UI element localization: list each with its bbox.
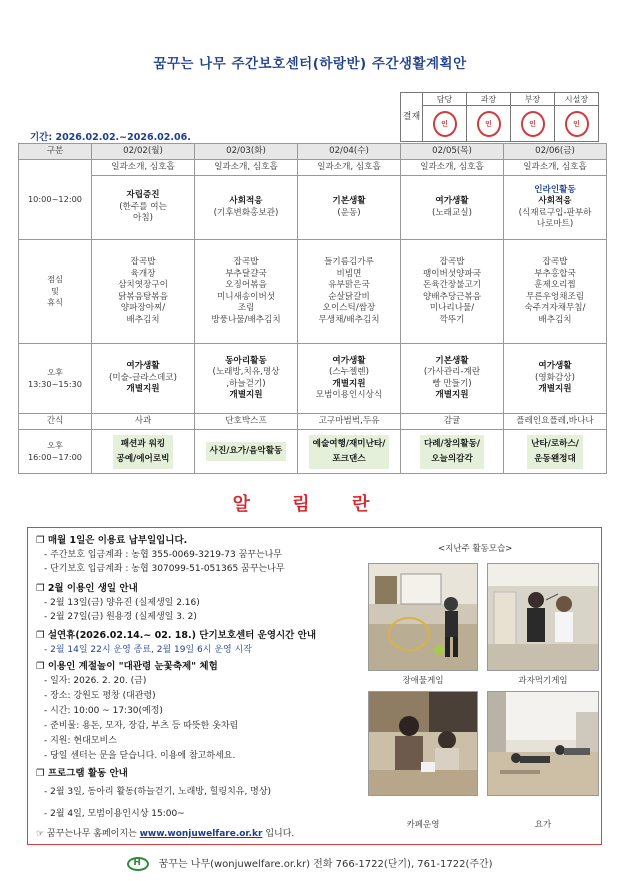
lunch-menu-cell: 잡곡밥 육개장 삼치엿장구이 닭볶음탕볶음 양파장아찌/ 배추김치 <box>92 240 195 344</box>
notice-line: - 2월 13일(금) 양유진 (실제생일 2.16) <box>44 598 200 608</box>
notice-line: - 2월 27일(금) 원용경 (실제생일 3. 2) <box>44 612 197 622</box>
notice-line: - 주간보호 입금계좌 : 농협 355-0069-3219-73 꿈꾸는나무 <box>44 550 283 560</box>
signature-seal: 인 <box>467 106 511 142</box>
notice-line: - 장소: 강원도 평창 (대관령) <box>44 691 156 701</box>
notice-heading: ❐ 매월 1일은 이용료 납부일입니다. <box>36 535 188 546</box>
intro-cell: 일과소개, 심호흡 <box>195 160 298 176</box>
afternoon-cell: 동아리활동 (노래방,치유,명상 ,하늘걷기) 개별지원 <box>195 344 298 414</box>
notice-line: - 단기보호 입금계좌 : 농협 307099-51-051365 꿈꾸는나무 <box>44 564 285 574</box>
activity-photo <box>487 691 599 796</box>
col-header: 구분 <box>19 144 92 160</box>
day-header: 02/03(화) <box>195 144 298 160</box>
morning-cell: 자립증진 (한주를 여는 아침) <box>92 176 195 240</box>
approval-header: 시설장 <box>555 93 599 106</box>
day-header: 02/05(목) <box>401 144 504 160</box>
lunch-menu-cell: 잡곡밥 팽이버섯양파국 돈육간장불고기 양배추당근볶음 미나리나물/ 깍뚜기 <box>401 240 504 344</box>
photo-caption: 요가 <box>534 820 552 830</box>
homepage-link[interactable]: www.wonjuwelfare.or.kr <box>139 829 263 839</box>
afternoon-cell: 여가생활 (영화감상) 개별지원 <box>504 344 607 414</box>
time-lunch: 점심 및 휴식 <box>19 240 92 344</box>
approval-label: 결재 <box>401 93 423 142</box>
time-afternoon1: 오후 13:30~15:30 <box>19 344 92 414</box>
notice-heading: ❐ 이용인 계절놀이 "대관령 눈꽃축제" 체험 <box>36 661 218 672</box>
snack-label: 간식 <box>19 414 92 430</box>
signature-seal: 인 <box>555 106 599 142</box>
notice-line: - 당일 센터는 문을 닫습니다. 이용에 참고하세요. <box>44 751 236 761</box>
afternoon-cell: 기본생활 (가사관리-계란 빵 만들기) 개별지원 <box>401 344 504 414</box>
notice-line: - 2월 14일 22시 운영 종료, 2월 19일 6시 운영 시작 <box>44 645 252 655</box>
time-afternoon2: 오후 16:00~17:00 <box>19 430 92 474</box>
tree-logo-icon: H <box>127 857 149 871</box>
schedule-header-row <box>19 144 607 160</box>
schedule-table <box>18 143 607 474</box>
homepage-line: ☞ 꿈꾸는나무 홈페이지는 www.wonjuwelfare.or.kr 입니다. <box>36 829 295 839</box>
activity-photo <box>368 691 478 796</box>
snack-cell: 플레인요플레,바나나 <box>504 414 607 430</box>
club-cell: 다례/창의활동/ 오늘의감각 <box>401 430 504 474</box>
activity-photo <box>368 563 478 671</box>
approval-header: 부장 <box>511 93 555 106</box>
photo-caption: 과자먹기게임 <box>518 676 568 686</box>
lunch-menu-cell: 잡곡밥 부추홍합국 훈제오리찜 무른우엉채조림 숙주겨자채무침/ 배추김치 <box>504 240 607 344</box>
notice-line: - 2월 3일, 동아리 활동(하늘걷기, 노래방, 힐링치유, 명상) <box>44 787 272 797</box>
footer-text: 꿈꾸는 나무(wonjuwelfare.or.kr) 전화 766-1722(단기), 761-1722(주간) <box>158 859 493 870</box>
notice-heading: ❐ 2월 이용인 생일 안내 <box>36 583 138 594</box>
signature-seal: 인 <box>423 106 467 142</box>
club-cell: 패션과 워킹 공예/에어로빅 <box>92 430 195 474</box>
snack-cell: 단호박스프 <box>195 414 298 430</box>
approval-box <box>400 92 599 142</box>
notice-heading: ❐ 프로그램 활동 안내 <box>36 768 128 779</box>
snack-cell: 사과 <box>92 414 195 430</box>
notice-box <box>27 527 602 845</box>
activity-photo <box>487 563 599 671</box>
photo-caption: 장애물게임 <box>402 676 444 686</box>
snack-cell: 감귤 <box>401 414 504 430</box>
notice-line: - 일자: 2026. 2. 20. (금) <box>44 676 147 686</box>
intro-cell: 일과소개, 심호흡 <box>298 160 401 176</box>
footer <box>0 855 620 871</box>
notice-line: - 2월 4일, 모범이용인시상 15:00~ <box>44 809 185 819</box>
intro-cell: 일과소개, 심호흡 <box>92 160 195 176</box>
morning-cell: 사회적응 (기후변화홍보관) <box>195 176 298 240</box>
morning-cell: 인라인활동 사회적응 (식재료구입-판부하 나로마트) <box>504 176 607 240</box>
lunch-menu-cell: 들기름김가루 비빔면 유부맑은국 순살닭갈비 오이스틱/쌈장 무생채/배추김치 <box>298 240 401 344</box>
notice-title: 알 림 란 <box>232 494 388 515</box>
page-title: 꿈꾸는 나무 주간보호센터(하랑반) 주간생활계획안 <box>153 56 467 72</box>
photo-caption: 카페운영 <box>406 820 440 830</box>
notice-line: - 지원: 현대모비스 <box>44 736 117 746</box>
morning-cell: 여가생활 (노래교실) <box>401 176 504 240</box>
photos-title: <지난주 활동모습> <box>438 544 513 554</box>
intro-cell: 일과소개, 심호흡 <box>401 160 504 176</box>
snack-cell: 고구마범벅,두유 <box>298 414 401 430</box>
intro-cell: 일과소개, 심호흡 <box>504 160 607 176</box>
day-header: 02/04(수) <box>298 144 401 160</box>
signature-seal: 인 <box>511 106 555 142</box>
time-morning: 10:00~12:00 <box>19 160 92 240</box>
approval-header: 과장 <box>467 93 511 106</box>
day-header: 02/06(금) <box>504 144 607 160</box>
notice-line: - 시간: 10:00 ~ 17:30(예정) <box>44 706 163 716</box>
morning-cell: 기본생활 (운동) <box>298 176 401 240</box>
approval-header: 담당 <box>423 93 467 106</box>
notice-line: - 준비물: 용돈, 모자, 장갑, 부츠 등 따뜻한 옷차림 <box>44 721 239 731</box>
lunch-menu-cell: 잡곡밥 부추달걀국 오징어볶음 미니새송이버섯 조림 방풍나물/배추김치 <box>195 240 298 344</box>
club-cell: 예술여행/재미난타/ 포크댄스 <box>298 430 401 474</box>
notice-heading: ❐ 설연휴(2026.02.14.~ 02. 18.) 단기보호센터 운영시간 안내 <box>36 630 317 641</box>
period-label: 기간: 2026.02.02.~2026.02.06. <box>30 132 191 143</box>
afternoon-cell: 여가생활 (미술-글라스데코) 개별지원 <box>92 344 195 414</box>
club-cell: 사진/요가/음악활동 <box>195 430 298 474</box>
day-header: 02/02(월) <box>92 144 195 160</box>
club-cell: 난타/로하스/ 운동왠정대 <box>504 430 607 474</box>
afternoon-cell: 여가생활 (스누젤렌) 개별지원 모범이용인시상식 <box>298 344 401 414</box>
